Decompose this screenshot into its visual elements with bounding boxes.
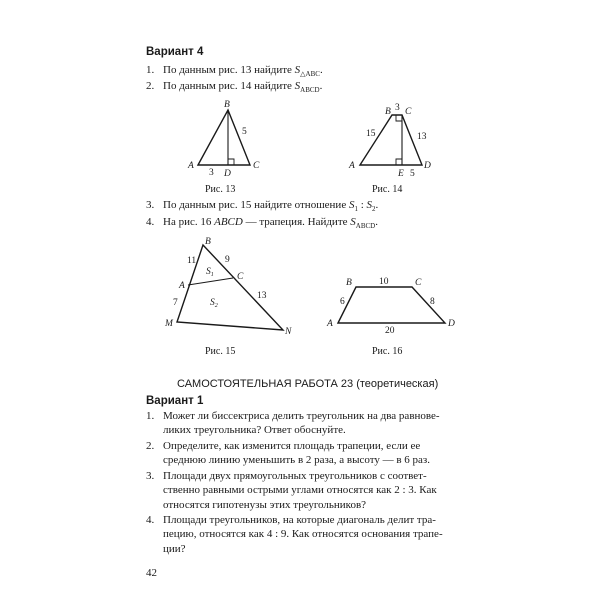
task-line: ственно равными острыми углами относятся как 2 : 3. Как <box>163 484 437 497</box>
vertex-label-b: B <box>385 107 391 117</box>
area-symbol: S <box>366 199 373 211</box>
area-symbol: S <box>348 199 355 211</box>
figure-13-caption: Рис. 13 <box>205 184 236 195</box>
task-text: На рис. 16 <box>163 216 215 228</box>
segment-cn-length: 13 <box>257 291 267 301</box>
segment-bc-length: 3 <box>395 103 400 113</box>
task-text: По данным рис. 13 найдите <box>163 64 295 76</box>
segment-bc-length: 5 <box>242 127 247 137</box>
task-number: 3. <box>146 470 155 482</box>
vertex-label-m: M <box>165 319 173 329</box>
task-end: . <box>375 199 379 211</box>
vertex-label-e: E <box>398 169 404 179</box>
task-v1-4 <box>146 513 473 556</box>
area-subscript: ABCD <box>355 222 376 231</box>
vertex-label-c: C <box>415 278 422 288</box>
right-angle-mark <box>228 159 234 165</box>
segment-cd-length: 13 <box>417 132 427 142</box>
task-number: 4. <box>146 216 155 228</box>
vertex-label-c: C <box>253 161 260 171</box>
right-angle-mark-top <box>396 115 402 121</box>
area-subscript: 1 <box>354 205 358 214</box>
section-title: САМОСТОЯТЕЛЬНАЯ РАБОТА 23 (теоретическая) <box>177 378 439 390</box>
task-number: 3. <box>146 199 155 211</box>
vertex-label-d: D <box>424 161 431 171</box>
task-text: По данным рис. 15 найдите отношение <box>163 199 349 211</box>
area-subscript: ABCD <box>300 86 320 95</box>
triangle-abc <box>198 110 250 165</box>
task-line: ции? <box>163 542 186 555</box>
figure-16 <box>320 270 465 340</box>
region-label-s2: $S_2$ <box>210 298 218 309</box>
area-subscript: 2 <box>372 205 376 214</box>
page-number: 42 <box>146 567 157 579</box>
area-subscript: △ABC <box>300 70 320 79</box>
segment-bc-length: 9 <box>225 255 230 265</box>
segment-bc-length: 10 <box>379 277 389 287</box>
figure-15 <box>155 235 295 340</box>
vertex-label-a: A <box>327 319 333 329</box>
figure-16-caption: Рис. 16 <box>372 346 403 357</box>
ratio-separator: : <box>357 199 367 211</box>
task-v4-3 <box>146 198 378 216</box>
right-angle-mark-bottom <box>396 159 402 165</box>
figure-name: ABCD <box>214 216 243 228</box>
vertex-label-d: D <box>224 169 231 179</box>
vertex-label-c: C <box>405 107 412 117</box>
task-number: 1. <box>146 64 155 76</box>
trapezoid-abcd <box>360 115 422 165</box>
vertex-label-b: B <box>346 278 352 288</box>
task-line: среднюю линию уменьшить в 2 раза, а высоту — в 6 раз. <box>163 454 431 467</box>
segment-ab-length: 15 <box>366 129 376 139</box>
vertex-label-c: C <box>237 272 244 282</box>
segment-cd-length: 8 <box>430 297 435 307</box>
task-end: . <box>375 216 378 228</box>
task-v1-3 <box>146 469 473 512</box>
vertex-label-a: A <box>188 161 194 171</box>
task-line: Площади треугольников, на которые диагональ делит тра- <box>163 514 436 526</box>
task-number: 4. <box>146 514 155 526</box>
segment-ad-length: 20 <box>385 326 395 336</box>
task-line: Определите, как изменится площадь трапеции, если ее <box>163 440 421 452</box>
task-end: . <box>319 80 323 92</box>
task-line: ликих треугольника? Ответ обоснуйте. <box>163 424 346 437</box>
vertex-label-d: D <box>448 319 455 329</box>
vertex-label-n: N <box>285 327 292 337</box>
task-line: относятся гипотенузы этих треугольников? <box>163 498 367 511</box>
task-text: По данным рис. 14 найдите <box>163 80 295 92</box>
trapezoid-abcd <box>338 287 445 323</box>
vertex-label-a: A <box>179 281 185 291</box>
task-line: Может ли биссектриса делить треугольник на два равнове- <box>163 410 440 422</box>
task-end: . <box>319 64 323 76</box>
segment-ed-length: 5 <box>410 169 415 179</box>
vertex-label-a: A <box>349 161 355 171</box>
variant-4-heading: Вариант 4 <box>146 46 204 58</box>
segment-am-length: 7 <box>173 298 178 308</box>
figure-13 <box>180 98 280 178</box>
variant-1-heading: Вариант 1 <box>146 395 204 407</box>
task-number: 2. <box>146 440 155 452</box>
task-number: 1. <box>146 410 155 422</box>
task-v1-2 <box>146 439 473 468</box>
area-symbol: S <box>294 80 301 92</box>
figure-14-caption: Рис. 14 <box>372 184 403 195</box>
task-v4-4 <box>146 215 378 233</box>
segment-ab-length: 11 <box>187 256 197 266</box>
area-symbol: S <box>350 216 356 228</box>
segment-ad-length: 3 <box>209 168 214 178</box>
task-line: Площади двух прямоугольных треугольников с соответ- <box>163 470 427 482</box>
figure-15-caption: Рис. 15 <box>205 346 236 357</box>
task-text: — трапеция. Найдите <box>242 216 351 228</box>
area-symbol: S <box>294 64 301 76</box>
task-number: 2. <box>146 80 155 92</box>
task-v4-2 <box>146 79 322 97</box>
task-v1-1 <box>146 409 473 438</box>
vertex-label-b: B <box>205 237 211 247</box>
segment-ab-length: 6 <box>340 297 345 307</box>
region-label-s1: $S_1$ <box>206 267 214 278</box>
vertex-label-b: B <box>224 100 230 110</box>
task-line: пецию, относятся как 4 : 9. Как относятся основания трапе- <box>163 528 443 541</box>
segment-ac <box>188 278 233 285</box>
figure-14 <box>340 98 450 178</box>
